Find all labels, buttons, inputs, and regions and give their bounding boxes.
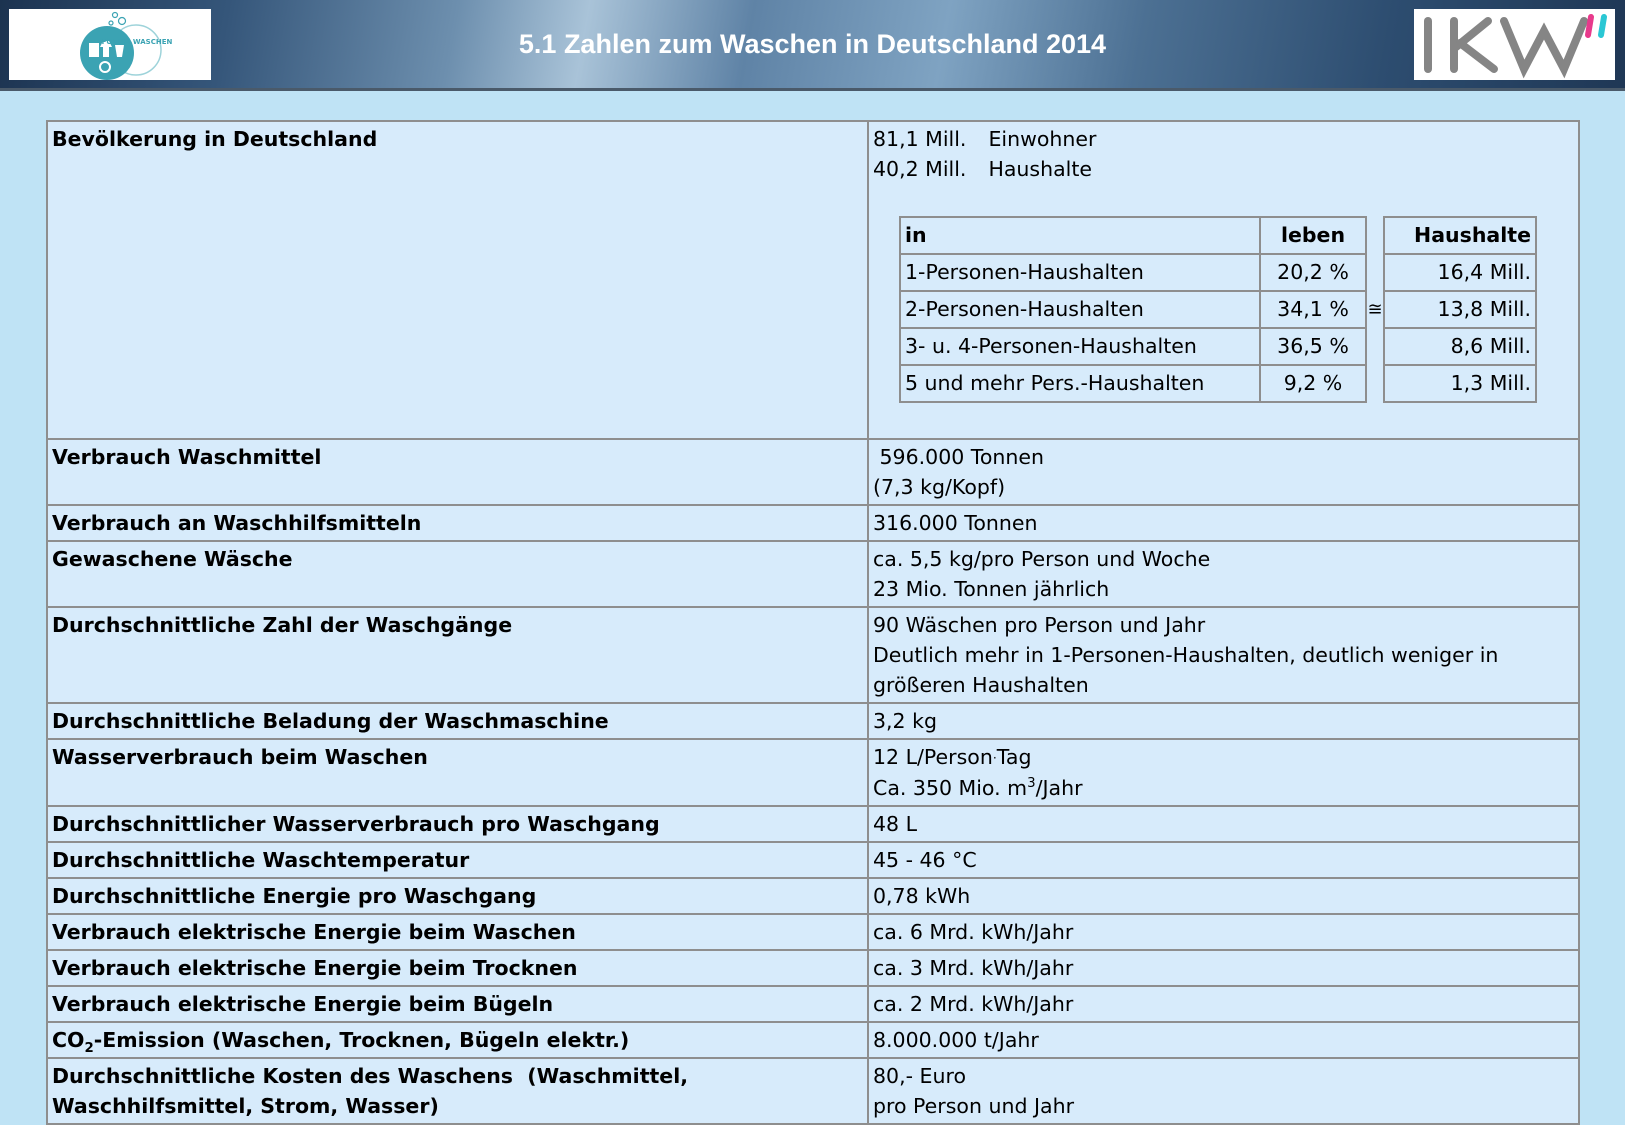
cycles-line-2: Deutlich mehr in 1-Personen-Haushalten, deutlich weniger in größeren Haushalten	[873, 643, 1499, 697]
energy-dry-label: Verbrauch elektrische Energie beim Trocknen	[47, 950, 868, 986]
table-row	[47, 914, 1579, 950]
laundry-line-2: 23 Mio. Tonnen jährlich	[873, 577, 1110, 601]
header-haushalte: Haushalte	[1384, 217, 1536, 254]
forum-waschen-logo	[9, 9, 211, 80]
water-value	[868, 739, 1579, 806]
table-row	[47, 703, 1579, 739]
inhabitants-unit: Einwohner	[988, 127, 1097, 151]
detergent-value	[868, 439, 1579, 505]
water-line-2: Ca. 350 Mio. $m^3$/Jahr	[873, 776, 1083, 800]
table-row	[47, 842, 1579, 878]
ikw-logo	[1414, 9, 1615, 80]
energy-iron-value: ca. 2 Mrd. kWh/Jahr	[868, 986, 1579, 1022]
table-row	[47, 739, 1579, 806]
household-type: 3- u. 4-Personen-Haushalten	[900, 328, 1260, 365]
water-cycle-value: 48 L	[868, 806, 1579, 842]
table-row	[47, 878, 1579, 914]
energy-iron-label: Verbrauch elektrische Energie beim Bügeln	[47, 986, 868, 1022]
inhabitants-value: 81,1 Mill.	[873, 127, 967, 151]
table-row	[47, 806, 1579, 842]
cost-value	[868, 1058, 1579, 1124]
households-line	[873, 154, 1574, 184]
ikw-logo-text: IKW	[1414, 9, 1416, 10]
facts-table	[46, 120, 1580, 1125]
load-value: 3,2 kg	[868, 703, 1579, 739]
header-in: in	[900, 217, 1260, 254]
cycles-label: Durchschnittliche Zahl der Waschgänge	[47, 607, 868, 703]
detergent-line-2: (7,3 kg/Kopf)	[873, 475, 1006, 499]
header-leben: leben	[1260, 217, 1366, 254]
table-row	[47, 541, 1579, 607]
household-share: 36,5 %	[1260, 328, 1366, 365]
laundry-value	[868, 541, 1579, 607]
household-type: 1-Personen-Haushalten	[900, 254, 1260, 291]
household-count: 8,6 Mill.	[1384, 328, 1536, 365]
table-row	[900, 291, 1536, 328]
page-title: 5.1 Zahlen zum Waschen in Deutschland 2014	[518, 29, 1107, 59]
household-count: 16,4 Mill.	[1384, 254, 1536, 291]
table-row	[47, 1058, 1579, 1124]
cost-label: Durchschnittliche Kosten des Waschens (Waschmittel, Waschhilfsmittel, Strom, Wasser)	[47, 1058, 868, 1124]
co2-label: $CO_2$-Emission (Waschen, Trocknen, Bügeln elektr.)	[47, 1022, 868, 1058]
table-row	[900, 328, 1536, 365]
household-table	[899, 216, 1537, 403]
table-row	[47, 1022, 1579, 1058]
table-row	[900, 254, 1536, 291]
detergent-label: Verbrauch Waschmittel	[47, 439, 868, 505]
cycles-line-1: 90 Wäschen pro Person und Jahr	[873, 613, 1206, 637]
approx-symbol: ≅	[1366, 291, 1384, 328]
laundry-line-1: ca. 5,5 kg/pro Person und Woche	[873, 547, 1211, 571]
energy-wash-value: ca. 6 Mrd. kWh/Jahr	[868, 914, 1579, 950]
energy-cycle-label: Durchschnittliche Energie pro Waschgang	[47, 878, 868, 914]
inhabitants-line	[873, 124, 1574, 154]
cost-line-2: pro Person und Jahr	[873, 1094, 1074, 1118]
header-bar	[0, 0, 1625, 91]
water-line-1: 12 L/Person·Tag	[873, 745, 1032, 769]
energy-wash-label: Verbrauch elektrische Energie beim Waschen	[47, 914, 868, 950]
temperature-value: 45 - 46 °C	[868, 842, 1579, 878]
household-share: 34,1 %	[1260, 291, 1366, 328]
household-share: 9,2 %	[1260, 365, 1366, 402]
table-row	[47, 607, 1579, 703]
co2-value: 8.000.000 t/Jahr	[868, 1022, 1579, 1058]
households-unit: Haushalte	[988, 157, 1093, 181]
temperature-label: Durchschnittliche Waschtemperatur	[47, 842, 868, 878]
household-type: 5 und mehr Pers.-Haushalten	[900, 365, 1260, 402]
household-table-header	[900, 217, 1536, 254]
household-type: 2-Personen-Haushalten	[900, 291, 1260, 328]
auxiliaries-label: Verbrauch an Waschhilfsmitteln	[47, 505, 868, 541]
laundry-label: Gewaschene Wäsche	[47, 541, 868, 607]
cycles-value	[868, 607, 1579, 703]
population-label: Bevölkerung in Deutschland	[47, 121, 868, 439]
water-cycle-label: Durchschnittlicher Wasserverbrauch pro Waschgang	[47, 806, 868, 842]
population-value	[868, 121, 1579, 439]
water-label: Wasserverbrauch beim Waschen	[47, 739, 868, 806]
auxiliaries-value: 316.000 Tonnen	[868, 505, 1579, 541]
table-row	[47, 439, 1579, 505]
households-value: 40,2 Mill.	[873, 157, 967, 181]
energy-dry-value: ca. 3 Mrd. kWh/Jahr	[868, 950, 1579, 986]
load-label: Durchschnittliche Beladung der Waschmaschine	[47, 703, 868, 739]
table-row	[47, 505, 1579, 541]
table-row	[900, 365, 1536, 402]
table-row	[47, 986, 1579, 1022]
household-share: 20,2 %	[1260, 254, 1366, 291]
detergent-line-1: 596.000 Tonnen	[873, 445, 1044, 469]
energy-cycle-value: 0,78 kWh	[868, 878, 1579, 914]
cost-line-1: 80,- Euro	[873, 1064, 966, 1088]
household-count: 1,3 Mill.	[1384, 365, 1536, 402]
table-row	[47, 121, 1579, 439]
household-count: 13,8 Mill.	[1384, 291, 1536, 328]
table-row	[47, 950, 1579, 986]
logo-text-forum: FORUM WASCHEN	[101, 38, 173, 46]
